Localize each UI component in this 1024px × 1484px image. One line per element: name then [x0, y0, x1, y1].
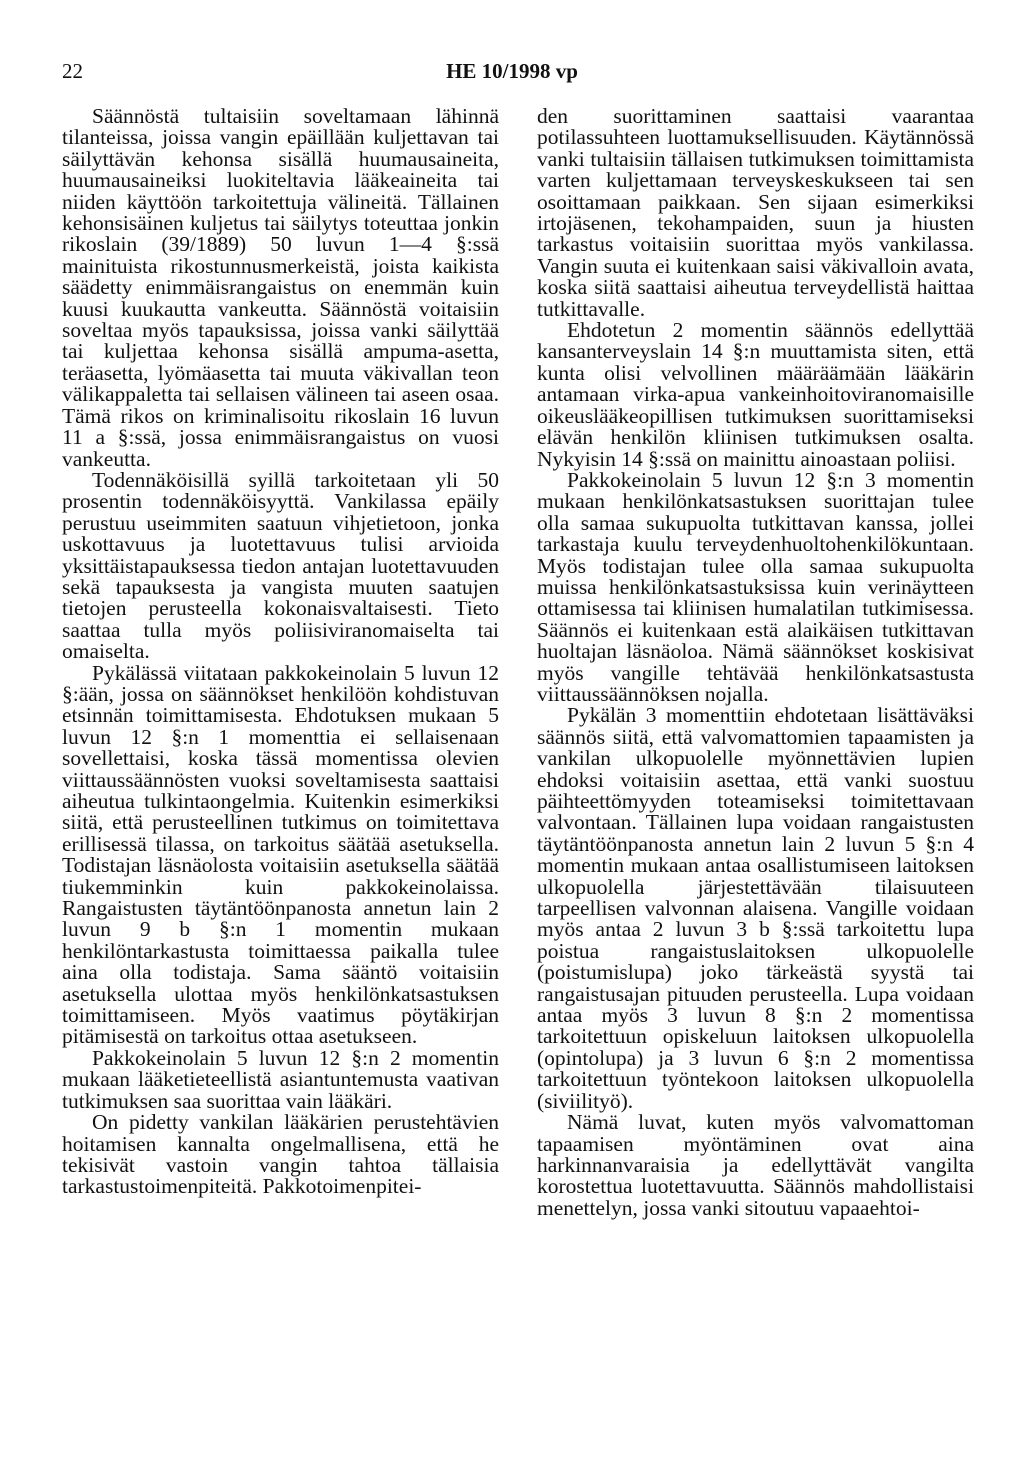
paragraph: Pykälässä viitataan pakkokeinolain 5 luvun 12 §:ään, jossa on säännökset henkilöön kohdistuvan etsinnän toimittamisesta. Ehdotuksen mukaan 5 luvun 12 §:n 1 momenttia ei sellaisenaan sovellettaisi, koska tässä momentissa olevien viittaussäännösten vuoksi soveltamisesta saattaisi aiheutua tulkintaongelmia. Kuitenkin esimerkiksi siitä, että perusteellinen tutkimus on toimitettava erillisessä tilassa, on tarkoitus säätää asetuksella. Todistajan läsnäolosta voitaisiin asetuksella säätää tiukemminkin kuin pakkokeinolaissa. Rangaistusten täytäntöönpanosta annetun lain 2 luvun 9 b §:n 1 momentin mukaan henkilöntarkastusta toimittaessa paikalla tulee aina olla todistaja. Sama sääntö voitaisiin asetuksella ulottaa myös henkilönkatsastuksen toimittamiseen. Myös vaatimus pöytäkirjan pitämisestä on tarkoitus ottaa asetukseen. [62, 660, 499, 1049]
paragraph: Nämä luvat, kuten myös valvomattoman tapaamisen myöntäminen ovat aina harkinnanvaraisia ja edellyttävät vangilta korostettua luotettavuutta. Säännös mahdollistaisi menettelyn, jossa vanki sitoutuu vapaaehtoi- [537, 1110, 974, 1220]
page-header [62, 56, 962, 86]
paragraph: Todennäköisillä syillä tarkoitetaan yli 50 prosentin todennäköisyyttä. Vankilassa epäily perustuu useimmiten saatuun vihjetietoon, jonka uskottavuus ja luotettavuus tulisi arvioida yksittäistapauksessa tiedon antajan luotettavuuden sekä tapauksesta ja vangista muuten saatujen tietojen perusteella kokonaisvaltaisesti. Tieto saattaa tulla myös poliisiviranomaiselta tai omaiselta. [62, 467, 499, 664]
document-reference: HE 10/1998 vp [446, 59, 578, 83]
paragraph-continuation: den suorittaminen saattaisi vaarantaa potilassuhteen luottamuksellisuuden. Käytännössä vanki tultaisiin tällaisen tutkimuksen toimittamista varten kuljettamaan terveyskeskukseen tai sen osoittamaan paikkaan. Sen sijaan esimerkiksi irtojäsenen, tekohampaiden, suun ja hiusten tarkastus voitaisiin suorittaa myös vankilassa. Vangin suuta ei kuitenkaan saisi väkivalloin avata, koska siitä saattaisi aiheutua terveydellistä haittaa tutkittavalle. [537, 104, 974, 321]
paragraph: Säännöstä tultaisiin soveltamaan lähinnä tilanteissa, joissa vangin epäillään kuljettavan tai säilyttävän kehonsa sisällä huumausaineita, huumausaineiksi luokiteltavia lääkeaineita tai niiden käyttöön tarkoitettuja välineitä. Tällainen kehonsisäinen kuljetus tai säilytys toteuttaa jonkin rikoslain (39/1889) 50 luvun 1—4 §:ssä mainituista rikostunnusmerkeistä, joista kaikista säädetty enimmäisrangaistus on enemmän kuin kuusi kuukautta vankeutta. Säännöstä voitaisiin soveltaa myös tapauksissa, joissa vanki säilyttää tai kuljettaa kehonsa sisällä ampuma-asetta, teräasetta, lyömäasetta tai muuta väkivallan teon välikappaletta tai sellaisen välineen tai aseen osaa. Tämä rikos on kriminalisoitu rikoslain 16 luvun 11 a §:ssä, jossa enimmäisrangaistus on vuosi vankeutta. [62, 104, 499, 471]
paragraph: Ehdotetun 2 momentin säännös edellyttää kansanterveyslain 14 §:n muuttamista siten, että kunta olisi velvollinen määräämään lääkärin antamaan virka-apua vankeinhoitoviranomaisille oikeuslääkeopillisen tutkimuksen suorittamiseksi elävän henkilön kliinisen tutkimuksen osalta. Nykyisin 14 §:ssä on mainittu ainoastaan poliisi. [537, 318, 974, 471]
paragraph: Pykälän 3 momenttiin ehdotetaan lisättäväksi säännös siitä, että valvomattomien tapaamisten ja vankilan ulkopuolelle myönnettävien lupien ehdoksi voitaisiin asettaa, että vanki suostuu päihteettömyyden toteamiseksi toimitettavaan valvontaan. Tällainen lupa voidaan rangaistusten täytäntöönpanosta annetun lain 2 luvun 5 §:n 4 momentin mukaan antaa osallistumiseen laitoksen ulkopuolella järjestettävään tilaisuuteen tarpeellisen valvonnan alaisena. Vangille voidaan myös antaa 2 luvun 3 b §:ssä tarkoitettu lupa poistua rangaistuslaitoksen ulkopuolelle (poistumislupa) joko tärkeästä syystä tai rangaistusajan pituuden perusteella. Lupa voidaan antaa myös 3 luvun 8 §:n 2 momentissa tarkoitettuun opiskeluun laitoksen ulkopuolella (opintolupa) ja 3 luvun 6 §:n 2 momentissa tarkoitettuun työntekoon laitoksen ulkopuolella (siviilityö). [537, 703, 974, 1113]
right-column [537, 106, 974, 1219]
left-column [62, 106, 499, 1198]
paragraph: Pakkokeinolain 5 luvun 12 §:n 2 momentin mukaan lääketieteellistä asiantuntemusta vaativan tutkimuksen saa suorittaa vain lääkäri. [62, 1045, 499, 1113]
paragraph: Pakkokeinolain 5 luvun 12 §:n 3 momentin mukaan henkilönkatsastuksen suorittajan tulee olla samaa sukupuolta tutkittavan kanssa, jollei tarkastaja kuulu terveydenhuoltohenkilökuntaan. Myös todistajan tulee olla samaa sukupuolta muissa henkilönkatsastuksissa kuin verinäytteen ottamisessa tai kliinisen humalatilan tutkimisessa. Säännös ei kuitenkaan estä alaikäisen tutkittavan huoltajan läsnäoloa. Nämä säännökset koskisivat myös vangille tehtävää henkilönkatsastusta viittaussäännöksen nojalla. [537, 467, 974, 706]
paragraph: On pidetty vankilan lääkärien perustehtävien hoitamisen kannalta ongelmallisena, että he tekisivät vastoin vangin tahtoa tällaisia tarkastustoimenpiteitä. Pakkotoimenpitei- [62, 1110, 499, 1199]
page-number: 22 [62, 59, 83, 83]
